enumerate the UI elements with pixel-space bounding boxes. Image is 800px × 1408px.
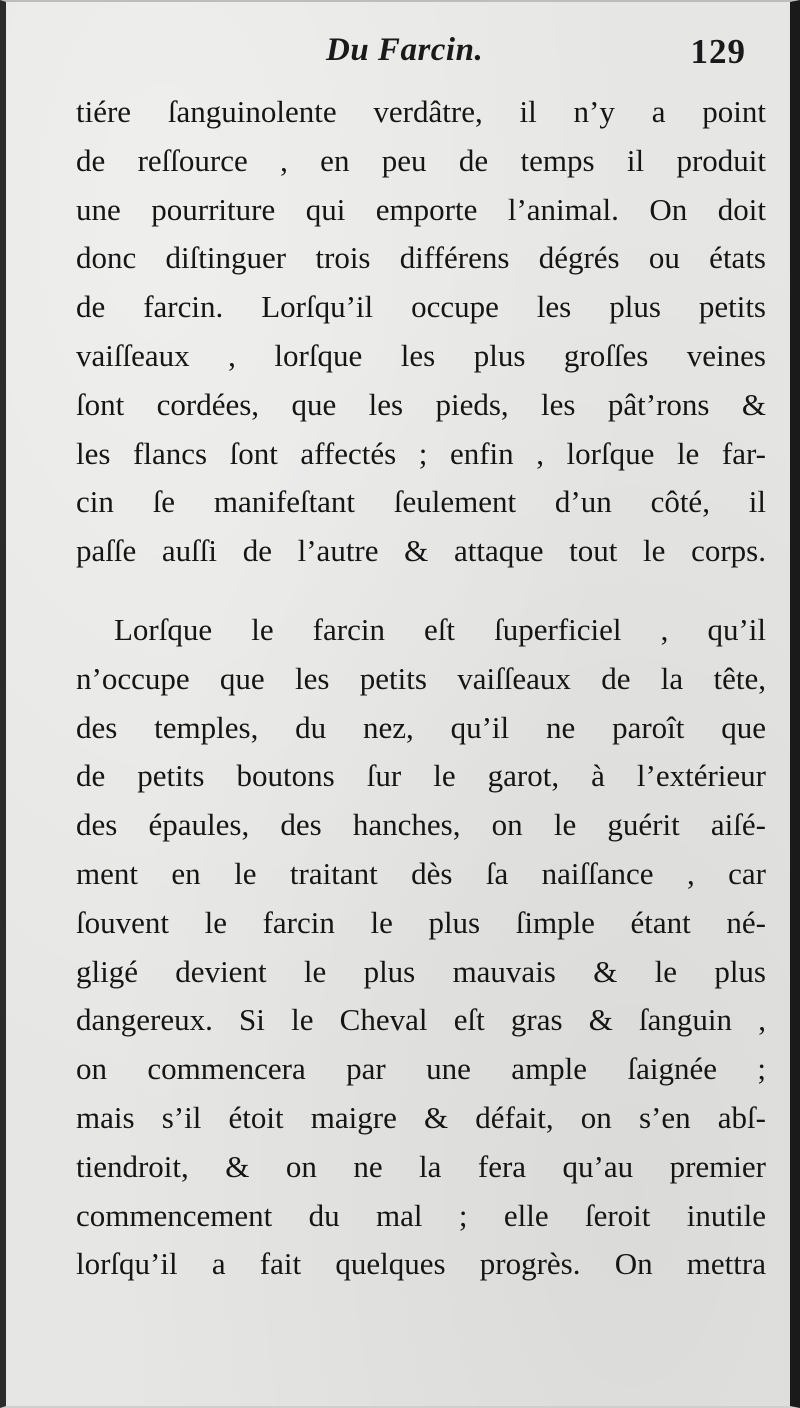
page-number: 129	[690, 32, 746, 71]
running-head	[6, 24, 790, 74]
text-line: tiére ſanguinolente verdâtre, il n’y a point	[76, 94, 766, 129]
text-line: de petits boutons ſur le garot, à l’extérieur	[76, 758, 766, 794]
text-line: de farcin. Lorſqu’il occupe les plus petits	[76, 289, 766, 325]
paragraph-1	[76, 88, 766, 576]
text-line: on commencera par une ample ſaignée ;	[76, 1051, 766, 1087]
text-line: n’occupe que les petits vaiſſeaux de la tête,	[76, 660, 766, 696]
text-line: commencement du mal ; elle ſeroit inutile	[76, 1197, 766, 1233]
text-line: tiendroit, & on ne la fera qu’au premier	[76, 1148, 766, 1184]
text-line: vaiſſeaux , lorſque les plus groſſes veines	[76, 337, 766, 373]
text-line: une pourriture qui emporte l’animal. On doit	[76, 191, 766, 227]
text-line: ſouvent le farcin le plus ſimple étant né-	[76, 904, 766, 940]
paragraph-2	[76, 606, 766, 1289]
text-line: donc diſtinguer trois différens dégrés ou états	[76, 240, 766, 276]
text-line: des temples, du nez, qu’il ne paroît que	[76, 709, 766, 745]
text-line: les flancs ſont affectés ; enfin , lorſque le far-	[76, 435, 766, 471]
text-line: paſſe auſſi de l’autre & attaque tout le corps.	[76, 533, 766, 569]
text-line: ment en le traitant dès ſa naiſſance , car	[76, 855, 766, 891]
text-line: cin ſe manifeſtant ſeulement d’un côté, il	[76, 484, 766, 520]
text-line: dangereux. Si le Cheval eſt gras & ſanguin ,	[76, 1002, 766, 1038]
text-line: lorſqu’il a fait quelques progrès. On mettra	[76, 1246, 766, 1282]
text-line: des épaules, des hanches, on le guérit aiſé-	[76, 807, 766, 843]
text-line: de reſſource , en peu de temps il produit	[76, 142, 766, 178]
running-title: Du Farcin.	[326, 32, 484, 68]
text-line: ſont cordées, que les pieds, les pât’rons &	[76, 386, 766, 422]
text-line: mais s’il étoit maigre & défait, on s’en abſ-	[76, 1099, 766, 1135]
text-line: gligé devient le plus mauvais & le plus	[76, 953, 766, 989]
text-line: Lorſque le farcin eſt ſuperficiel , qu’il	[114, 612, 766, 647]
